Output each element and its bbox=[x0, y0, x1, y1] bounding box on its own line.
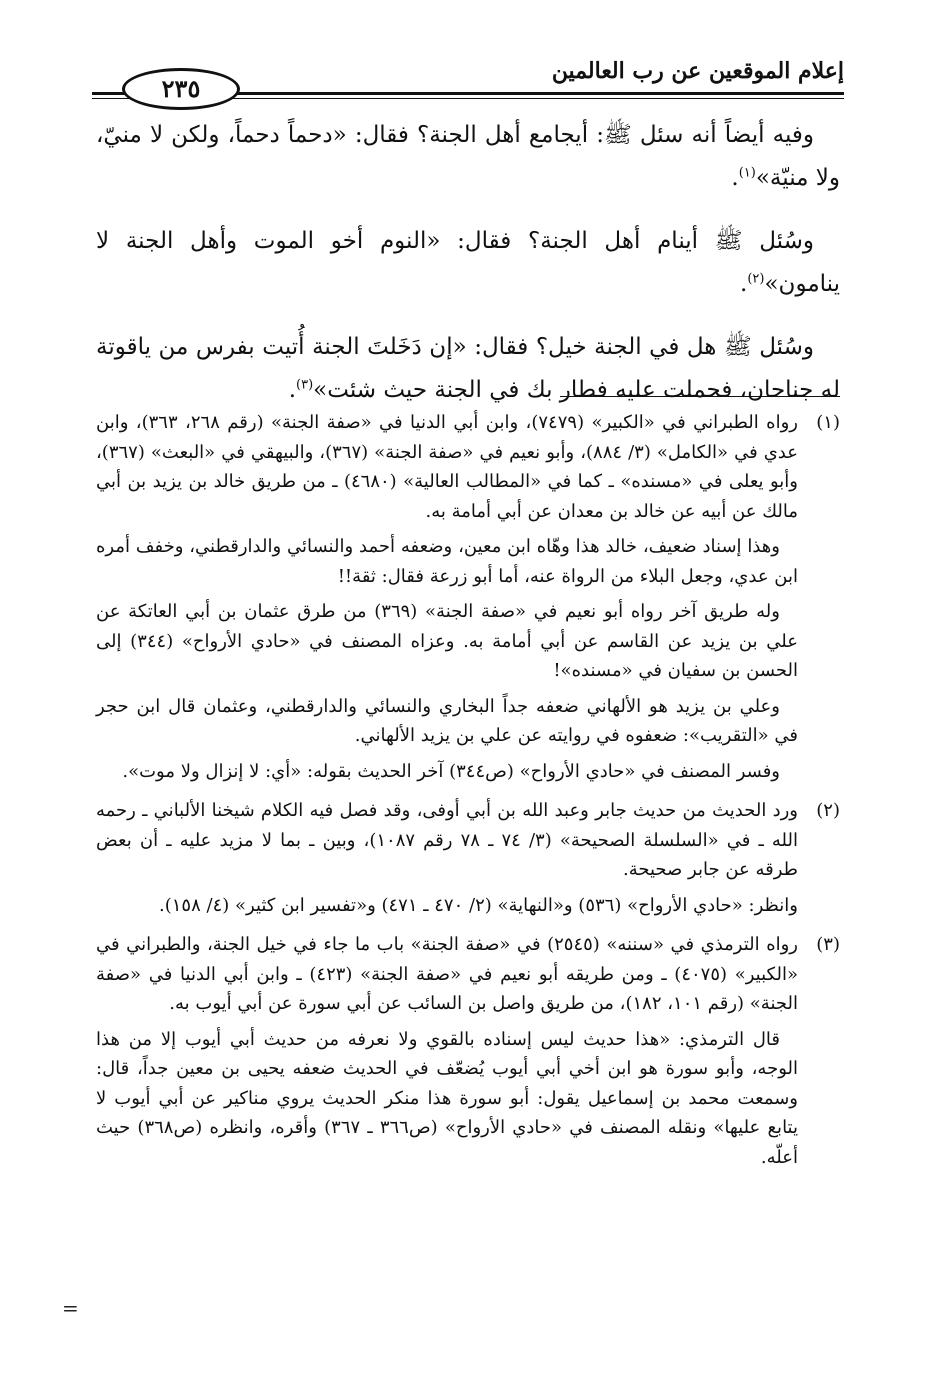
running-header bbox=[92, 52, 844, 102]
footnote-body bbox=[96, 930, 798, 1178]
main-text bbox=[96, 114, 840, 432]
footnote-number: (١) bbox=[816, 412, 840, 433]
book-title: إعلام الموقعين عن رب العالمين bbox=[551, 58, 844, 84]
footnote-paragraph: ورد الحديث من حديث جابر وعبد الله بن أبي أوفى، وقد فصل فيه الكلام شيخنا الألباني ـ رحمه الله ـ في «السلسلة الصحيحة» (٣/ ٧٤ ـ ٧٨ رقم ١٠٨٧)، وبين ـ بما لا مزيد عليه ـ أن بعض طرقه عن جابر صحيحة. bbox=[96, 800, 798, 880]
footnote-number: (٢) bbox=[816, 800, 840, 821]
footnote-2 bbox=[96, 796, 840, 926]
footnote-body bbox=[96, 796, 798, 926]
paragraph: وسُئل ﷺ أينام أهل الجنة؟ فقال: «النوم أخو الموت وأهل الجنة لا ينامون»$^{(٢)}$. bbox=[96, 228, 840, 297]
footnote-1 bbox=[96, 408, 840, 792]
footnote-ref[interactable]: (٢) bbox=[747, 271, 765, 287]
footnote-paragraph: وله طريق آخر رواه أبو نعيم في «صفة الجنة» (٣٦٩) من طرق عثمان بن أبي العاتكة عن علي بن يزيد عن القاسم عن أبي أمامة به. وعزاه المصنف في «حادي الأرواح» (٣٤٤) إلى الحسن بن سفيان في «مسنده»! bbox=[96, 601, 798, 681]
footnote-paragraph: وانظر: «حادي الأرواح» (٥٣٦) و«النهاية» (٢/ ٤٧٠ ـ ٤٧١) و«تفسير ابن كثير» (٤/ ١٥٨). bbox=[159, 894, 798, 916]
footnote-paragraph: رواه الطبراني في «الكبير» (٧٤٧٩)، وابن أبي الدنيا في «صفة الجنة» (رقم ٢٦٨، ٣٦٣)، وابن عدي في «الكامل» (٣/ ٨٨٤)، وأبو نعيم في «صفة الجنة» (٣٦٧)، والبيهقي في «البعث» (٣٦٧)، وأبو يعلى في «مسنده» ـ كما في «المطالب العالية» (٤٦٨٠) ـ من طريق خالد بن يزيد بن أبي مالك عن أبيه عن خالد بن معدان عن أبي أمامة به. bbox=[96, 412, 798, 522]
footnote-paragraph: وهذا إسناد ضعيف، خالد هذا وهّاه ابن معين، وضعفه أحمد والنسائي والدارقطني، وخفف أمره ابن عدي، وجعل البلاء من الرواة عنه، أما أبو زرعة فقال: ثقة!! bbox=[96, 536, 798, 587]
footnote-paragraph: قال الترمذي: «هذا حديث ليس إسناده بالقوي ولا نعرفه من حديث أبي أيوب إلا من هذا الوجه، وأبو سورة هو ابن أخي أبي أيوب يُضعّف في الحديث ضعفه يحيى بن معين جداً، قال: وسمعت محمد بن إسماعيل يقول: أبو سورة هذا منكر الحديث يروي مناكير عن أبي أيوب لا يتابع عليها» ونقله المصنف في «حادي الأرواح» (ص٣٦٦ ـ ٣٦٧) وأقره، وانظره (ص٣٦٨) حيث أعلّه. bbox=[96, 1028, 798, 1168]
footnote-ref[interactable]: (١) bbox=[738, 165, 756, 181]
paragraph: وفيه أيضاً أنه سئل ﷺ: أيجامع أهل الجنة؟ فقال: «دحماً دحماً، ولكن لا منيّ، ولا منيّة»$^{(١)}$. bbox=[96, 122, 840, 191]
footnote-number: (٣) bbox=[816, 934, 840, 955]
footnote-separator bbox=[560, 396, 840, 397]
footnote-ref[interactable]: (٣) bbox=[296, 377, 314, 393]
footnote-paragraph: وعلي بن يزيد هو الألهاني ضعفه جداً البخاري والنسائي والدارقطني، وعثمان قال ابن حجر في «التقريب»: ضعفوه في روايته عن علي بن يزيد الألهاني. bbox=[96, 695, 798, 746]
footnote-body bbox=[96, 408, 798, 792]
footnote-3 bbox=[96, 930, 840, 1178]
footnote-paragraph: وفسر المصنف في «حادي الأرواح» (ص٣٤٤) آخر الحديث بقوله: «أي: لا إنزال ولا موت». bbox=[122, 760, 780, 782]
page-number-badge: ٢٣٥ bbox=[122, 68, 240, 110]
footnote-paragraph: رواه الترمذي في «سننه» (٢٥٤٥) في «صفة الجنة» باب ما جاء في خيل الجنة، والطبراني في «الكبير» (٤٠٧٥) ـ ومن طريقه أبو نعيم في «صفة الجنة» (٤٢٣) ـ وابن أبي الدنيا في «صفة الجنة» (رقم ١٠١، ١٨٢)، من طريق واصل بن السائب عن أبي سورة عن أبي أيوب به. bbox=[96, 934, 799, 1014]
paragraph: وسُئل ﷺ هل في الجنة خيل؟ فقال: «إن دَخَلتَ الجنة أُتيت بفرس من ياقوتة له جناحان، فحملت عليه فطار بك في الجنة حيث شئت»$^{(٣)}$. bbox=[96, 334, 840, 403]
continuation-mark: = bbox=[62, 1296, 79, 1320]
footnotes bbox=[96, 408, 840, 1182]
